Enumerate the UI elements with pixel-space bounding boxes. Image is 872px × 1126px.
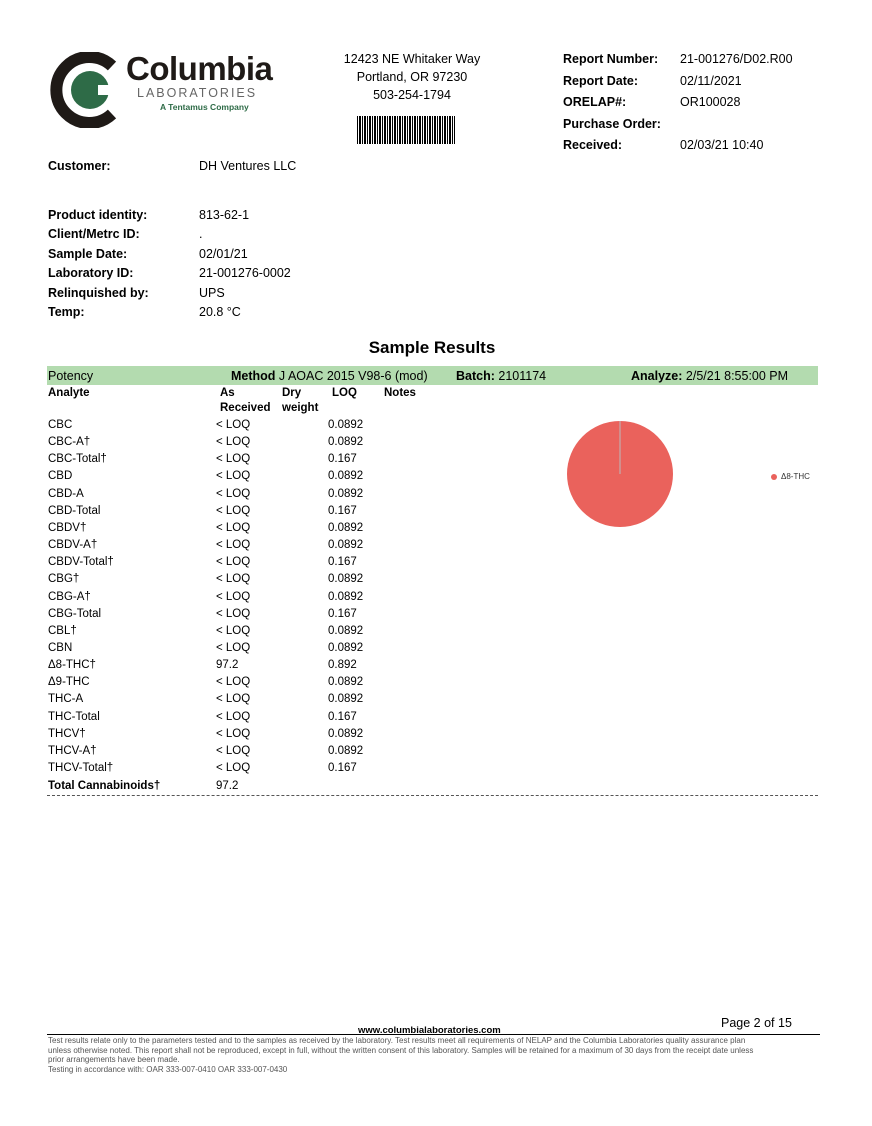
loq: 0.0892 [328,436,364,449]
col-as: As [220,387,235,399]
loq: 0.0892 [328,693,364,706]
as-received: < LOQ [216,521,251,534]
legend-marker [771,474,777,480]
total-label: Total Cannabinoids† [48,780,161,792]
as-received: < LOQ [216,436,251,449]
sample-label: Client/Metrc ID: [48,227,140,242]
col-notes: Notes [384,387,416,399]
report-value: 02/03/21 10:40 [680,138,764,152]
col-received: Received [220,402,271,414]
sample-label: Relinquished by: [48,285,149,300]
website: www.columbialaboratories.com [358,1025,501,1036]
loq: 0.167 [328,762,357,774]
footer-line: unless otherwise noted. This report shall not be reproduced, except in full, without the written consent of this laboratory. Samples will be retained for a maximum of 30 days from the receipt date unless [48,1045,754,1055]
as-received: < LOQ [216,727,251,740]
report-value: OR100028 [680,95,741,109]
customer-value: DH Ventures LLC [199,159,297,173]
method-value: J AOAC 2015 V98-6 (mod) [278,369,428,383]
as-received: < LOQ [216,539,251,552]
as-received: < LOQ [216,453,251,466]
method-label: Method [231,369,276,383]
analyte: CBDV† [48,521,87,534]
loq: 0.167 [328,556,357,569]
pie-legend-label: Δ8-THC [781,472,810,481]
sample-label: Product identity: [48,208,148,222]
col-loq: LOQ [332,387,357,399]
as-received: < LOQ [216,676,251,689]
as-received: < LOQ [216,556,251,569]
loq: 0.0892 [328,727,364,740]
total-value: 97.2 [216,780,239,792]
analyte: CBC-A† [48,436,91,449]
as-received: < LOQ [216,419,251,431]
page-number: Page 2 of 15 [721,1016,792,1030]
analyte: THC-Total [48,710,100,723]
as-received: < LOQ [216,607,251,620]
analyte: Δ9-THC [48,676,90,689]
analyze-label: Analyze: [631,369,683,383]
report-value: 21-001276/D02.R00 [680,52,793,66]
loq: 0.0892 [328,521,364,534]
analyte: CBDV-A† [48,539,98,552]
as-received: < LOQ [216,590,251,603]
analyte: THCV-Total† [48,762,114,774]
analyte: CBD-Total [48,504,101,517]
as-received: < LOQ [216,641,251,654]
report-label: Received: [563,138,623,152]
address-phone: 503-254-1794 [373,88,451,102]
sample-value: 20.8 °C [199,305,241,319]
loq: 0.0892 [328,487,364,500]
as-received: < LOQ [216,693,251,706]
results-title: Sample Results [368,338,496,357]
table-divider [47,795,818,796]
sample-label: Temp: [48,305,85,319]
batch-label: Batch: [456,369,495,383]
loq: 0.0892 [328,744,364,757]
analyte: THCV† [48,727,86,740]
report-label: Report Number: [563,52,659,66]
logo-mark-icon [50,52,126,128]
as-received: 97.2 [216,659,239,672]
analyte: THCV-A† [48,744,97,757]
analyte: CBL† [48,624,77,637]
report-label: Report Date: [563,73,639,88]
analyte: THC-A [48,693,84,706]
footer-line: Test results relate only to the parameters tested and to the samples as received by the laboratory. Test results meet all requirements of NELAP and the Columbia Laboratories quality assurance plan [48,1036,746,1045]
analyte: Δ8-THC† [48,659,96,672]
loq: 0.167 [328,504,357,517]
sample-value: 813-62-1 [199,208,250,222]
loq: 0.167 [328,607,357,620]
loq: 0.0892 [328,641,364,654]
as-received: < LOQ [216,624,251,637]
customer-label: Customer: [48,159,111,173]
address-line: 12423 NE Whitaker Way [343,52,481,66]
report-value: 02/11/2021 [680,73,742,88]
col-dry: Dry [282,387,302,399]
loq: 0.0892 [328,676,364,689]
analyte: CBC [48,419,73,431]
as-received: < LOQ [216,710,251,723]
analyte: CBN [48,641,73,654]
as-received: < LOQ [216,470,251,483]
sample-value: 21-001276-0002 [199,266,291,281]
loq: 0.0892 [328,539,364,552]
loq: 0.0892 [328,624,364,637]
analyte: CBC-Total† [48,453,107,466]
report-label: ORELAP#: [563,95,627,109]
loq: 0.0892 [328,419,364,431]
section-label: Potency [48,369,94,383]
as-received: < LOQ [216,762,251,774]
as-received: < LOQ [216,487,251,500]
footer-rule [47,1034,820,1035]
as-received: < LOQ [216,504,251,517]
analyte: CBG-Total [48,607,102,620]
logo-name: Columbia [126,50,273,87]
col-weight: weight [282,402,319,414]
analyze-value: 2/5/21 8:55:00 PM [685,369,789,383]
report-label: Purchase Order: [563,116,661,131]
loq: 0.0892 [328,573,364,586]
analyte: CBDV-Total† [48,556,114,569]
col-analyte: Analyte [48,387,90,399]
analyte: CBD [48,470,73,483]
loq: 0.0892 [328,590,364,603]
as-received: < LOQ [216,744,251,757]
sample-label: Sample Date: [48,246,128,261]
analyte: CBG† [48,573,80,586]
analyte: CBD-A [48,487,84,500]
address-line: Portland, OR 97230 [356,70,468,84]
barcode [357,116,455,144]
logo-sub: LABORATORIES [137,86,258,100]
analyte: CBG-A† [48,590,91,603]
loq: 0.167 [328,453,357,466]
sample-value: UPS [199,285,225,300]
sample-label: Laboratory ID: [48,266,134,281]
footer-line: prior arrangements have been made. [48,1055,180,1064]
loq: 0.0892 [328,470,364,483]
loq: 0.167 [328,710,357,723]
loq: 0.892 [328,659,357,672]
as-received: < LOQ [216,573,251,586]
sample-value: . [199,227,203,242]
footer-line: Testing in accordance with: OAR 333-007-0410 OAR 333-007-0430 [48,1064,288,1074]
sample-value: 02/01/21 [199,246,248,261]
logo-tag: A Tentamus Company [160,102,249,112]
batch-value: 2101174 [498,369,547,383]
